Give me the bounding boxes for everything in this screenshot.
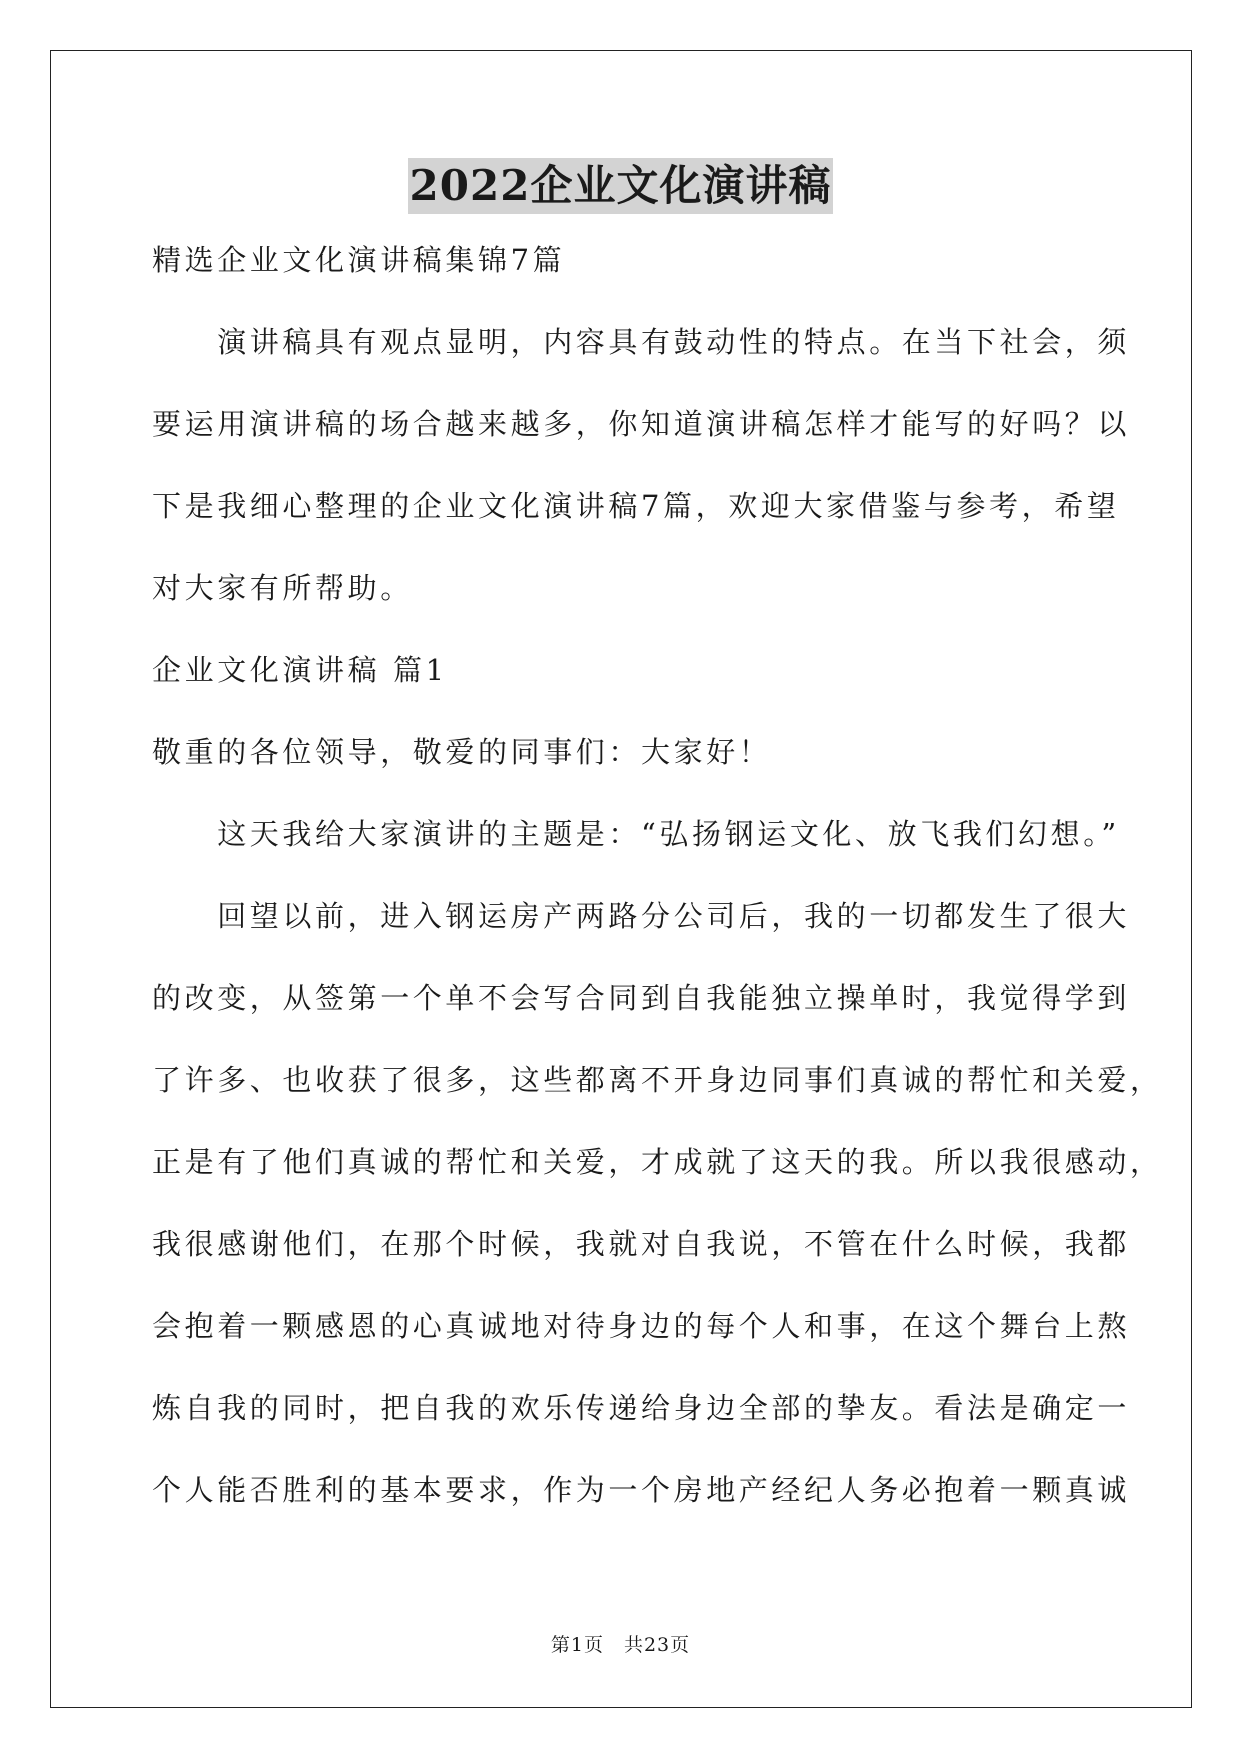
body-line: 对大家有所帮助。: [152, 571, 413, 605]
body-line: 这天我给大家演讲的主题是：“弘扬钢运文化、放飞我们幻想。”: [152, 817, 1120, 851]
body-line: 会抱着一颗感恩的心真诚地对待身边的每个人和事，在这个舞台上熬: [152, 1309, 1131, 1343]
body-line: 炼自我的同时，把自我的欢乐传递给身边全部的挚友。看法是确定一: [152, 1391, 1131, 1425]
body-line: 了许多、也收获了很多，这些都离不开身边同事们真诚的帮忙和关爱，: [152, 1063, 1163, 1097]
section-heading: 企业文化演讲稿 篇1: [152, 653, 448, 687]
page-border: [50, 50, 1192, 1708]
document-title: 2022企业文化演讲稿: [408, 158, 834, 214]
body-line: 个人能否胜利的基本要求，作为一个房地产经纪人务必抱着一颗真诚: [152, 1473, 1131, 1507]
body-line: 要运用演讲稿的场合越来越多，你知道演讲稿怎样才能写的好吗？以: [152, 407, 1131, 441]
body-line: 正是有了他们真诚的帮忙和关爱，才成就了这天的我。所以我很感动，: [152, 1145, 1163, 1179]
body-line: 下是我细心整理的企业文化演讲稿7篇，欢迎大家借鉴与参考，希望: [152, 489, 1120, 523]
body-line: 我很感谢他们，在那个时候，我就对自我说，不管在什么时候，我都: [152, 1227, 1131, 1261]
body-line: 回望以前，进入钢运房产两路分公司后，我的一切都发生了很大: [152, 899, 1131, 933]
page-footer: 第1页 共23页: [550, 1634, 691, 1656]
body-line: 演讲稿具有观点显明，内容具有鼓动性的特点。在当下社会，须: [152, 325, 1131, 359]
body-line: 的改变，从签第一个单不会写合同到自我能独立操单时，我觉得学到: [152, 981, 1131, 1015]
body-line: 精选企业文化演讲稿集锦7篇: [152, 243, 566, 277]
title-container: [0, 158, 1241, 214]
salutation: 敬重的各位领导，敬爱的同事们：大家好！: [152, 735, 772, 769]
